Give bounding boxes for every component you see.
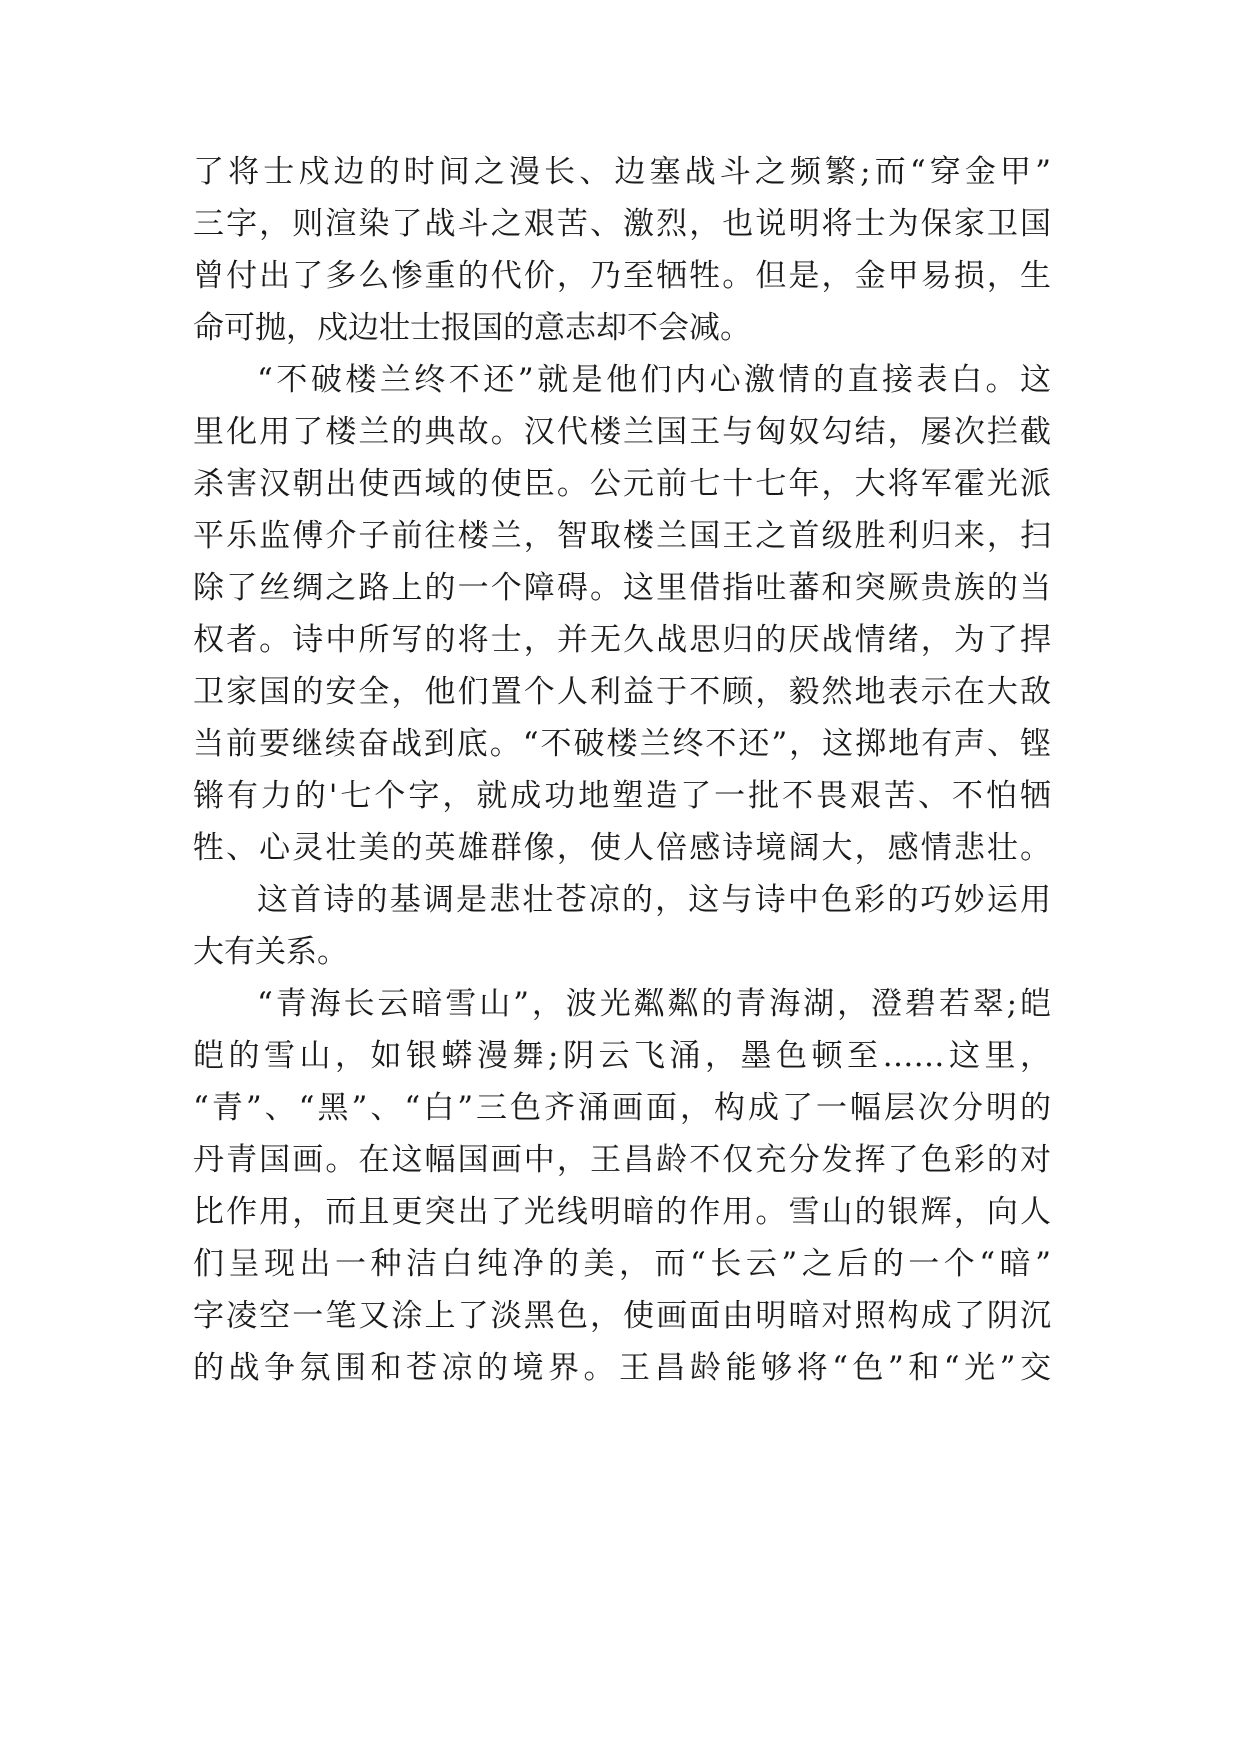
text-line: 比作用，而且更突出了光线明暗的作用。雪山的银辉，向人 [193, 1194, 1051, 1230]
text-line: 了将士戍边的时间之漫长、边塞战斗之频繁;而“穿金甲” [193, 154, 1051, 190]
text-line: 权者。诗中所写的将士，并无久战思归的厌战情绪，为了捍 [193, 622, 1051, 658]
text-line: 里化用了楼兰的典故。汉代楼兰国王与匈奴勾结，屡次拦截 [193, 414, 1051, 450]
text-line: 三字，则渲染了战斗之艰苦、激烈，也说明将士为保家卫国 [193, 206, 1051, 242]
text-line: 命可抛，戍边壮士报国的意志却不会减。 [193, 310, 751, 346]
text-line: 牲、心灵壮美的英雄群像，使人倍感诗境阔大，感情悲壮。 [193, 830, 1051, 866]
document-body [193, 146, 1051, 1394]
text-line: 大有关系。 [193, 934, 348, 970]
text-line: “青”、“黑”、“白”三色齐涌画面，构成了一幅层次分明的 [193, 1090, 1051, 1126]
text-line: “青海长云暗雪山”，波光粼粼的青海湖，澄碧若翠;皑 [257, 986, 1051, 1022]
text-line: 皑的雪山，如银蟒漫舞;阴云飞涌，墨色顿至……这里， [193, 1038, 1051, 1074]
text-line: 当前要继续奋战到底。“不破楼兰终不还”，这掷地有声、铿 [193, 726, 1051, 762]
text-line: 除了丝绸之路上的一个障碍。这里借指吐蕃和突厥贵族的当 [193, 570, 1051, 606]
text-line: 丹青国画。在这幅国画中，王昌龄不仅充分发挥了色彩的对 [193, 1142, 1051, 1178]
text-line: 字凌空一笔又涂上了淡黑色，使画面由明暗对照构成了阴沉 [193, 1298, 1051, 1334]
text-line: 平乐监傅介子前往楼兰，智取楼兰国王之首级胜利归来，扫 [193, 518, 1051, 554]
text-line: 卫家国的安全，他们置个人利益于不顾，毅然地表示在大敌 [193, 674, 1051, 710]
text-line: 们呈现出一种洁白纯净的美，而“长云”之后的一个“暗” [193, 1246, 1051, 1282]
text-line: 这首诗的基调是悲壮苍凉的，这与诗中色彩的巧妙运用 [257, 882, 1051, 918]
text-line: 的战争氛围和苍凉的境界。王昌龄能够将“色”和“光”交 [193, 1350, 1051, 1386]
text-line: “不破楼兰终不还”就是他们内心激情的直接表白。这 [257, 362, 1051, 398]
text-line: 杀害汉朝出使西域的使臣。公元前七十七年，大将军霍光派 [193, 466, 1051, 502]
text-line: 曾付出了多么惨重的代价，乃至牺牲。但是，金甲易损，生 [193, 258, 1051, 294]
text-line: 锵有力的'七个字，就成功地塑造了一批不畏艰苦、不怕牺 [193, 778, 1051, 814]
